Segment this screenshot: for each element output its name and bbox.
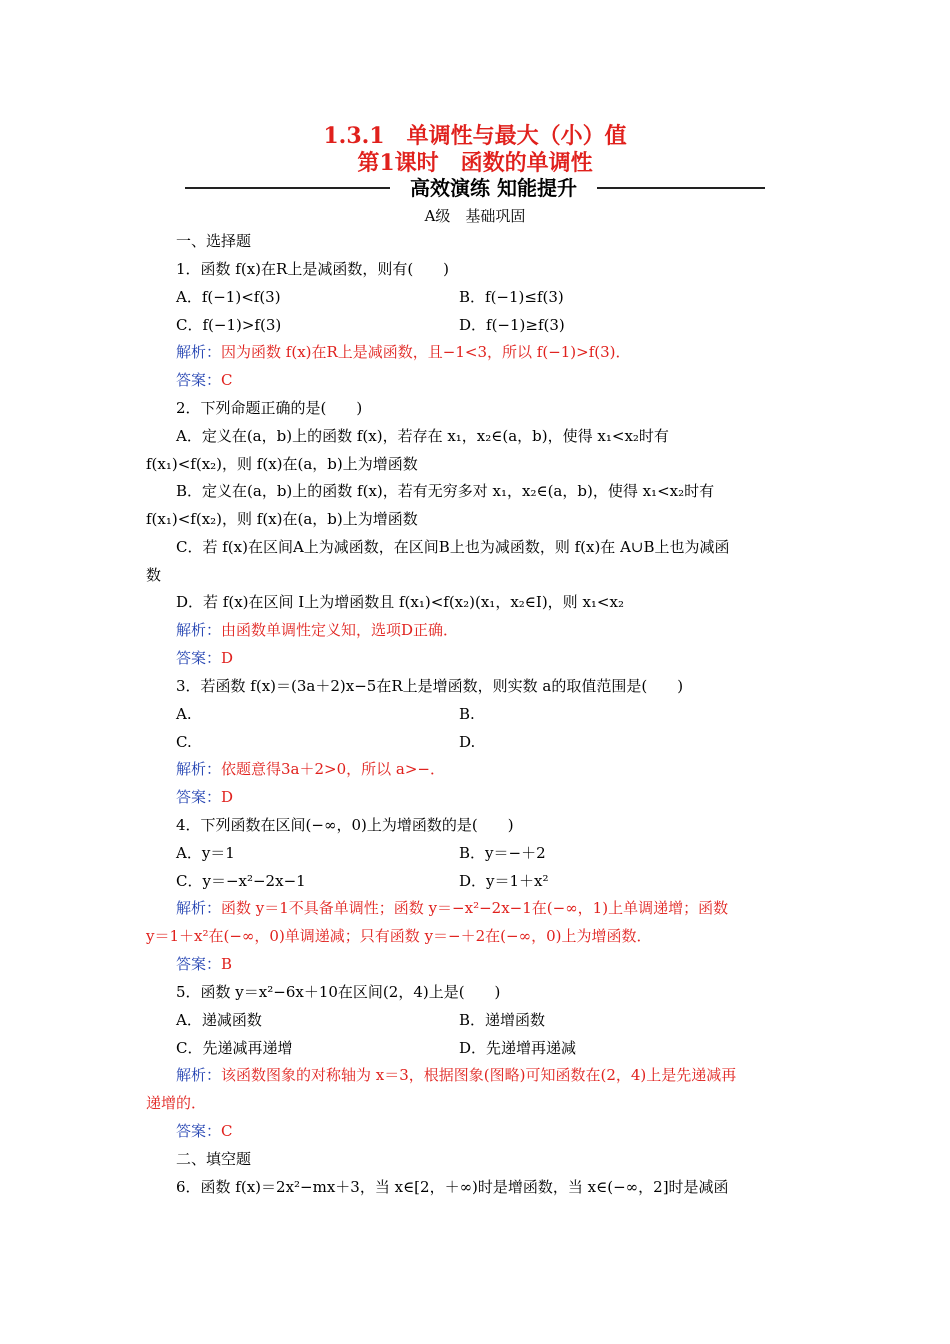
explanation-label: 解析： bbox=[176, 621, 222, 639]
explanation-label: 解析： bbox=[176, 1066, 222, 1084]
section-heading-fill: 二、填空题 bbox=[176, 1150, 252, 1168]
question-4-explanation bbox=[176, 898, 728, 918]
question-4-option-c: C．y＝−x²−2x−1 bbox=[176, 872, 306, 890]
question-1-option-d: D．f(−1)≥f(3) bbox=[459, 316, 565, 334]
question-2-option-b-line2: f(x₁)<f(x₂)，则 f(x)在(a，b)上为增函数 bbox=[146, 510, 418, 528]
question-4-stem: 4．下列函数在区间(−∞，0)上为增函数的是( ) bbox=[176, 816, 514, 834]
banner-text: 高效演练 知能提升 bbox=[410, 176, 577, 200]
explanation-text: 依题意得3a＋2>0，所以 a>−． bbox=[221, 760, 446, 778]
question-2-option-a-line2: f(x₁)<f(x₂)，则 f(x)在(a，b)上为增函数 bbox=[146, 455, 418, 473]
question-5-option-b: B．递增函数 bbox=[459, 1011, 546, 1029]
question-4-answer bbox=[176, 954, 232, 974]
question-3-option-b: B. bbox=[459, 705, 475, 723]
question-6-stem: 6．函数 f(x)＝2x²−mx＋3，当 x∈[2，＋∞)时是增函数，当 x∈(−∞，2]时是减函 bbox=[176, 1178, 729, 1196]
question-3-option-c: C. bbox=[176, 733, 192, 751]
question-1-answer bbox=[176, 370, 233, 390]
answer-label: 答案： bbox=[176, 955, 222, 973]
question-1-explanation bbox=[176, 342, 631, 362]
answer-value: C bbox=[221, 1122, 233, 1140]
section-heading-choice: 一、选择题 bbox=[176, 232, 252, 250]
answer-label: 答案： bbox=[176, 371, 222, 389]
question-1-option-c: C．f(−1)>f(3) bbox=[176, 316, 282, 334]
answer-value: D bbox=[221, 649, 234, 667]
explanation-text-line1: 该函数图象的对称轴为 x＝3，根据图象(图略)可知函数在(2，4)上是先递减再 bbox=[221, 1066, 737, 1084]
question-2-stem: 2．下列命题正确的是( ) bbox=[176, 399, 363, 417]
question-1-option-b: B．f(−1)≤f(3) bbox=[459, 288, 564, 306]
explanation-label: 解析： bbox=[176, 760, 222, 778]
banner-rule-left bbox=[185, 187, 390, 189]
question-2-explanation bbox=[176, 620, 458, 640]
question-4-option-a: A．y＝1 bbox=[176, 844, 235, 862]
answer-value: D bbox=[221, 788, 234, 806]
answer-label: 答案： bbox=[176, 788, 222, 806]
explanation-label: 解析： bbox=[176, 899, 222, 917]
question-3-explanation bbox=[176, 759, 445, 779]
answer-value: B bbox=[221, 955, 233, 973]
explanation-text-line1: 函数 y＝1不具备单调性；函数 y＝−x²−2x−1在(−∞，1)上单调递增；函数 bbox=[221, 899, 729, 917]
question-3-option-d: D. bbox=[459, 733, 476, 751]
question-2-option-c-line2: 数 bbox=[146, 566, 162, 584]
question-5-stem: 5．函数 y＝x²−6x＋10在区间(2，4)上是( ) bbox=[176, 983, 501, 1001]
answer-label: 答案： bbox=[176, 1122, 222, 1140]
question-2-option-c-line1: C．若 f(x)在区间A上为减函数，在区间B上也为减函数，则 f(x)在 A∪B上也为减函 bbox=[176, 538, 730, 556]
section-title: 1.3.1 单调性与最大（小）值 bbox=[323, 123, 627, 149]
question-3-option-a: A. bbox=[176, 705, 192, 723]
explanation-text: 因为函数 f(x)在R上是减函数，且−1<3，所以 f(−1)>f(3)． bbox=[221, 343, 631, 361]
answer-label: 答案： bbox=[176, 649, 222, 667]
lesson-title: 第1课时 函数的单调性 bbox=[357, 150, 593, 176]
question-5-option-c: C．先递减再递增 bbox=[176, 1039, 293, 1057]
question-5-option-a: A．递减函数 bbox=[176, 1011, 262, 1029]
question-3-answer bbox=[176, 787, 233, 807]
banner bbox=[185, 176, 765, 200]
question-3-stem: 3．若函数 f(x)＝(3a＋2)x−5在R上是增函数，则实数 a的取值范围是( ) bbox=[176, 677, 684, 695]
question-5-explanation bbox=[176, 1065, 736, 1085]
answer-value: C bbox=[221, 371, 233, 389]
question-4-option-d: D．y＝1＋x² bbox=[459, 872, 549, 890]
question-2-option-b-line1: B．定义在(a，b)上的函数 f(x)，若有无穷多对 x₁，x₂∈(a，b)，使得 x₁<x₂时有 bbox=[176, 482, 715, 500]
question-5-explanation-line2: 递增的． bbox=[146, 1094, 207, 1112]
question-1-option-a: A．f(−1)<f(3) bbox=[176, 288, 281, 306]
question-1-stem: 1．函数 f(x)在R上是减函数，则有( ) bbox=[176, 260, 450, 278]
question-2-option-d: D．若 f(x)在区间 I上为增函数且 f(x₁)<f(x₂)(x₁，x₂∈I)，则 x₁<x₂ bbox=[176, 593, 624, 611]
question-2-option-a-line1: A．定义在(a，b)上的函数 f(x)，若存在 x₁，x₂∈(a，b)，使得 x₁<x₂时有 bbox=[176, 427, 669, 445]
level-heading: A级 基础巩固 bbox=[424, 207, 526, 225]
question-5-option-d: D．先递增再递减 bbox=[459, 1039, 577, 1057]
explanation-text: 由函数单调性定义知，选项D正确． bbox=[221, 621, 459, 639]
question-4-explanation-line2: y＝1＋x²在(−∞，0)单调递减；只有函数 y＝−＋2在(−∞，0)上为增函数． bbox=[146, 927, 652, 945]
banner-rule-right bbox=[597, 187, 765, 189]
explanation-label: 解析： bbox=[176, 343, 222, 361]
question-2-answer bbox=[176, 648, 233, 668]
question-4-option-b: B．y＝−＋2 bbox=[459, 844, 546, 862]
question-5-answer bbox=[176, 1121, 233, 1141]
